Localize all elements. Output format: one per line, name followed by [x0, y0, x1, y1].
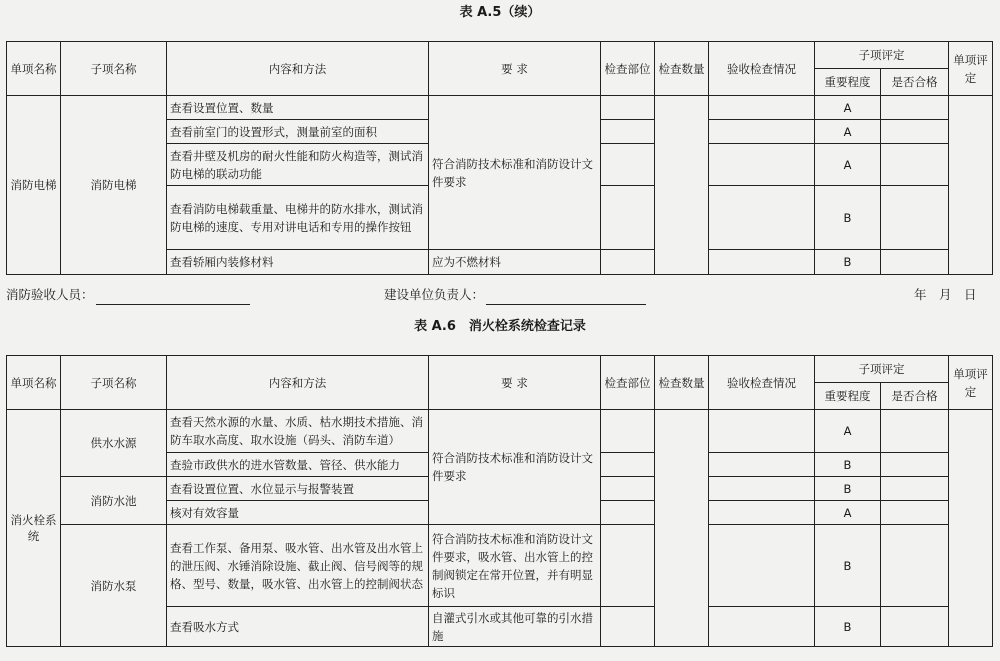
requirement-cell: 符合消防技术标准和消防设计文件要求，吸水管、出水管上的控制阀锁定在常开位置，并有明显标识: [429, 525, 601, 607]
requirement-cell: 应为不燃材料: [429, 250, 601, 275]
header-item-rating: 单项评定: [949, 356, 993, 410]
content-cell: 查看设置位置、水位显示与报警装置: [167, 477, 429, 501]
sub-item-name-cell: 消防电梯: [61, 96, 167, 275]
header-check-quantity: 检查数量: [655, 42, 709, 96]
table-row: [7, 525, 993, 607]
table-row: [7, 96, 993, 120]
content-cell: 查看吸水方式: [167, 607, 429, 647]
inspector-signature: [6, 285, 250, 305]
header-requirement: 要 求: [429, 42, 601, 96]
qualified-cell[interactable]: [881, 525, 949, 607]
inspector-label: 消防验收人员：: [6, 287, 94, 302]
header-content-method: 内容和方法: [167, 356, 429, 410]
importance-cell: A: [815, 501, 881, 525]
importance-cell: A: [815, 144, 881, 186]
qualified-cell[interactable]: [881, 607, 949, 647]
header-item-name: 单项名称: [7, 356, 61, 410]
header-acceptance-status: 验收检查情况: [709, 42, 815, 96]
requirement-cell: 符合消防技术标准和消防设计文件要求: [429, 96, 601, 250]
header-item-rating: 单项评定: [949, 42, 993, 96]
check-quantity-cell[interactable]: [655, 96, 709, 275]
check-location-cell[interactable]: [601, 120, 655, 144]
owner-label: 建设单位负责人：: [384, 287, 485, 302]
table-a5-title: 表 A.5（续）: [459, 5, 541, 20]
header-importance: 重要程度: [815, 69, 881, 96]
content-cell: 查看设置位置、数量: [167, 96, 429, 120]
importance-cell: B: [815, 186, 881, 250]
item-rating-cell[interactable]: [949, 96, 993, 275]
qualified-cell[interactable]: [881, 96, 949, 120]
qualified-cell[interactable]: [881, 410, 949, 453]
importance-cell: B: [815, 250, 881, 275]
importance-cell: A: [815, 96, 881, 120]
importance-cell: B: [815, 453, 881, 477]
acceptance-status-cell[interactable]: [709, 410, 815, 453]
table-a6: [6, 355, 993, 647]
table-a5: [6, 41, 993, 275]
content-cell: 查看消防电梯载重量、电梯井的防水排水，测试消防电梯的速度、专用对讲电话和专用的操作按钮: [167, 186, 429, 250]
check-location-cell[interactable]: [601, 186, 655, 250]
acceptance-status-cell[interactable]: [709, 186, 815, 250]
acceptance-status-cell[interactable]: [709, 607, 815, 647]
header-qualified: 是否合格: [881, 383, 949, 410]
content-cell: 查看工作泵、备用泵、吸水管、出水管及出水管上的泄压阀、水锤消除设施、截止阀、信号阀等的规格、型号、数量，吸水管、出水管上的控制阀状态: [167, 525, 429, 607]
header-sub-item-rating: 子项评定: [815, 42, 949, 69]
check-location-cell[interactable]: [601, 410, 655, 453]
sub-item-name-cell: 消防水池: [61, 477, 167, 525]
qualified-cell[interactable]: [881, 250, 949, 275]
check-quantity-cell[interactable]: [655, 410, 709, 647]
content-cell: 查看前室门的设置形式，测量前室的面积: [167, 120, 429, 144]
acceptance-status-cell[interactable]: [709, 477, 815, 501]
sub-item-name-cell: 消防水泵: [61, 525, 167, 647]
check-location-cell[interactable]: [601, 144, 655, 186]
header-row: [7, 356, 993, 383]
header-item-name: 单项名称: [7, 42, 61, 96]
check-location-cell[interactable]: [601, 96, 655, 120]
importance-cell: B: [815, 607, 881, 647]
item-name-cell: 消防电梯: [7, 96, 61, 275]
content-cell: 查看天然水源的水量、水质、枯水期技术措施、消防车取水高度、取水设施（码头、消防车道）: [167, 410, 429, 453]
header-check-location: 检查部位: [601, 356, 655, 410]
date-field: 年 月 日: [914, 287, 977, 302]
check-location-cell[interactable]: [601, 525, 655, 607]
owner-signature: [384, 285, 646, 305]
header-content-method: 内容和方法: [167, 42, 429, 96]
acceptance-status-cell[interactable]: [709, 453, 815, 477]
requirement-cell: 自灌式引水或其他可靠的引水措施: [429, 607, 601, 647]
qualified-cell[interactable]: [881, 144, 949, 186]
check-location-cell[interactable]: [601, 477, 655, 501]
importance-cell: A: [815, 120, 881, 144]
requirement-cell: 符合消防技术标准和消防设计文件要求: [429, 410, 601, 525]
content-cell: 核对有效容量: [167, 501, 429, 525]
header-sub-item-name: 子项名称: [61, 356, 167, 410]
sub-item-name-cell: 供水水源: [61, 410, 167, 477]
check-location-cell[interactable]: [601, 501, 655, 525]
importance-cell: B: [815, 477, 881, 501]
acceptance-status-cell[interactable]: [709, 96, 815, 120]
importance-cell: B: [815, 525, 881, 607]
check-location-cell[interactable]: [601, 453, 655, 477]
table-a6-title: 表 A.6 消火栓系统检查记录: [414, 319, 586, 334]
header-sub-item-name: 子项名称: [61, 42, 167, 96]
acceptance-status-cell[interactable]: [709, 144, 815, 186]
header-importance: 重要程度: [815, 383, 881, 410]
header-acceptance-status: 验收检查情况: [709, 356, 815, 410]
header-sub-item-rating: 子项评定: [815, 356, 949, 383]
check-location-cell[interactable]: [601, 607, 655, 647]
item-name-cell: 消火栓系统: [7, 410, 61, 647]
qualified-cell[interactable]: [881, 453, 949, 477]
acceptance-status-cell[interactable]: [709, 501, 815, 525]
table-row: [7, 410, 993, 453]
qualified-cell[interactable]: [881, 477, 949, 501]
qualified-cell[interactable]: [881, 501, 949, 525]
inspector-signature-line[interactable]: [96, 290, 250, 305]
header-check-location: 检查部位: [601, 42, 655, 96]
header-row: [7, 42, 993, 69]
check-location-cell[interactable]: [601, 250, 655, 275]
acceptance-status-cell[interactable]: [709, 525, 815, 607]
content-cell: 查验市政供水的进水管数量、管径、供水能力: [167, 453, 429, 477]
owner-signature-line[interactable]: [486, 290, 646, 305]
qualified-cell[interactable]: [881, 120, 949, 144]
header-requirement: 要 求: [429, 356, 601, 410]
content-cell: 查看轿厢内装修材料: [167, 250, 429, 275]
importance-cell: A: [815, 410, 881, 453]
header-qualified: 是否合格: [881, 69, 949, 96]
item-rating-cell[interactable]: [949, 410, 993, 647]
qualified-cell[interactable]: [881, 186, 949, 250]
acceptance-status-cell[interactable]: [709, 250, 815, 275]
content-cell: 查看井壁及机房的耐火性能和防火构造等，测试消防电梯的联动功能: [167, 144, 429, 186]
acceptance-status-cell[interactable]: [709, 120, 815, 144]
header-check-quantity: 检查数量: [655, 356, 709, 410]
